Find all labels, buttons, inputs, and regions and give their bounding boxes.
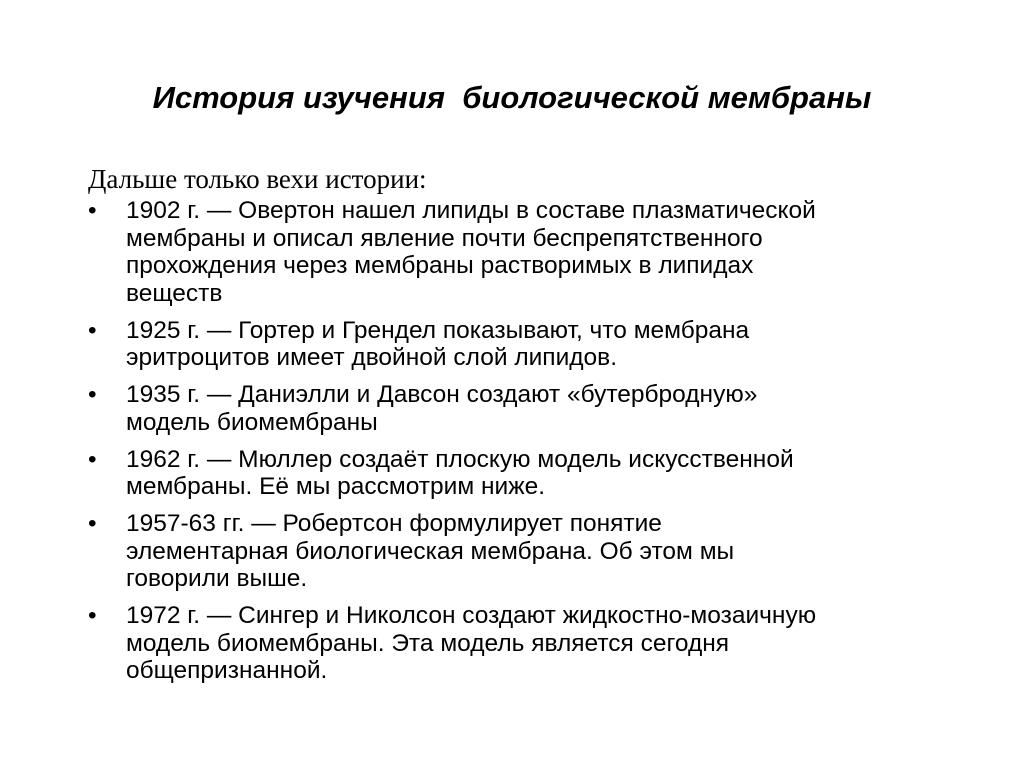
list-item <box>88 197 968 307</box>
bullet-icon: • <box>88 381 97 408</box>
bullet-icon: • <box>88 602 97 629</box>
list-item <box>88 317 968 372</box>
list-item <box>88 510 968 593</box>
intro-text: Дальше только вехи истории: <box>88 164 427 194</box>
bullet-icon: • <box>88 445 97 473</box>
list-item-text: 1935 г. — Даниэлли и Давсон создают «бутербродную» модель биомембраны <box>126 381 758 436</box>
bullet-icon: • <box>88 197 97 224</box>
list-item <box>88 381 968 436</box>
list-item <box>88 602 968 685</box>
bullet-list <box>88 197 968 694</box>
bullet-icon: • <box>88 316 97 344</box>
list-item-text: 1902 г. — Овертон нашел липиды в составе плазматической мембраны и описал явление почти беспрепятственного прохождения через мембраны растворимых в липидах веществ <box>126 197 816 307</box>
list-item-text: 1925 г. — Гортер и Грендел показывают, что мембрана эритроцитов имеет двойной слой липидов. <box>126 316 750 371</box>
list-item-text: 1962 г. — Мюллер создаёт плоскую модель искусственной мембраны. Её мы рассмотрим ниже. <box>126 445 794 500</box>
list-item-text: 1957-63 гг. — Робертсон формулирует понятие элементарная биологическая мембрана. Об этом мы говорили выше. <box>126 510 735 592</box>
list-item <box>88 446 968 501</box>
bullet-icon: • <box>88 510 97 537</box>
slide-title: История изучения биологической мембраны <box>152 80 872 115</box>
list-item-text: 1972 г. — Сингер и Николсон создают жидкостно-мозаичную модель биомембраны. Эта модель является сегодня общепризнанной. <box>126 602 817 684</box>
